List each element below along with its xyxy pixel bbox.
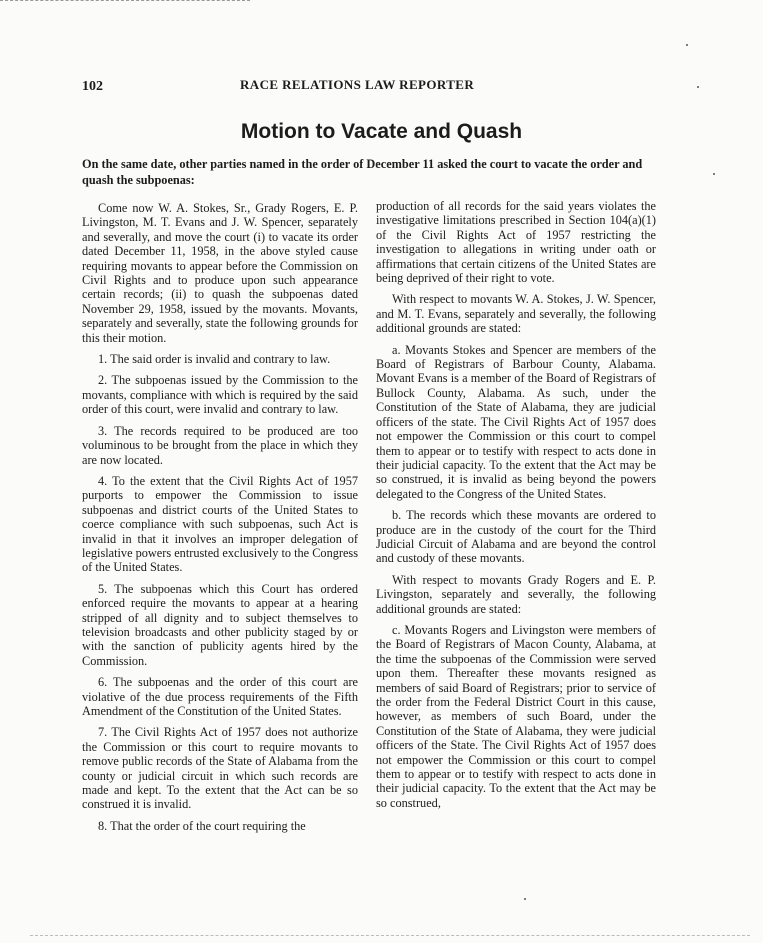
- document-title: Motion to Vacate and Quash: [240, 120, 523, 143]
- left-column: [82, 201, 358, 833]
- scan-speck: [524, 898, 526, 900]
- paragraph: c. Movants Rogers and Livingston were members of the Board of Registrars of Macon County, Alabama, at the time the subpoenas of the Commission were served upon them. Thereafter these movants resigned as members of said Board of Registrars; prior to service of the order from the Federal District Court in this cause, however, as members of such Board, under the Constitution of the State of Alabama, they were judicial officers of the State. The Civil Rights Act of 1957 does not empower the Commission or this court to compel them to appear or to testify with respect to acts done in their judicial capacity. To the extent that the Act may be so construed,: [376, 622, 656, 810]
- paragraph: With respect to movants W. A. Stokes, J. W. Spencer, and M. T. Evans, separately and severally, the following additional grounds are stated:: [376, 292, 656, 336]
- scan-edge-top: [0, 0, 250, 3]
- running-title: RACE RELATIONS LAW REPORTER: [240, 77, 475, 92]
- paragraph: 3. The records required to be produced are too voluminous to be brought from the place in which they are now located.: [82, 423, 358, 467]
- paragraph: 1. The said order is invalid and contrary to law.: [98, 352, 331, 367]
- paragraph: With respect to movants Grady Rogers and E. P. Livingston, separately and severally, the following additional grounds are stated:: [376, 572, 656, 616]
- paragraph: production of all records for the said years violates the investigative limitations prescribed in Section 104(a)(1) of the Civil Rights Act of 1957 restricting the investigation to allegations in writing under oath or affirmations that certain citizens of the United States are being deprived of their right to vote.: [376, 199, 656, 286]
- scan-speck: [686, 44, 688, 46]
- right-column: [376, 199, 656, 810]
- paragraph: 2. The subpoenas issued by the Commission to the movants, compliance with which is required by the said order of this court, were invalid and contrary to law.: [82, 373, 358, 417]
- page-number: 102: [82, 79, 103, 94]
- scan-edge-bottom: [30, 935, 750, 936]
- intro-paragraph: On the same date, other parties named in the order of December 11 asked the court to vacate the order and quash the subpoenas:: [82, 157, 643, 187]
- paragraph: 6. The subpoenas and the order of this court are violative of the due process requirements of the Fifth Amendment of the Constitution of the United States.: [82, 675, 358, 718]
- paragraph: 7. The Civil Rights Act of 1957 does not authorize the Commission or this court to require movants to remove public records of the State of Alabama from the county or judicial circuit in which such records are made and kept. To the extent that the Act can be so construed it is invalid.: [82, 725, 358, 812]
- paragraph: Come now W. A. Stokes, Sr., Grady Rogers, E. P. Livingston, M. T. Evans and J. W. Spencer, separately and severally, and move the court (i) to vacate its order dated December 11, 1958, in the above styled cause requiring movants to appear before the Commission on Civil Rights and to produce upon such appearance certain records; (ii) to quash the subpoenas dated November 29, 1958, issued by the movants. Movants, separately and severally, state the following grounds for this their motion.: [82, 201, 358, 345]
- paragraph: a. Movants Stokes and Spencer are members of the Board of Registrars of Barbour County, Alabama. Movant Evans is a member of the Board of Registrars of Bullock County, Alabama. As such, under the Constitution of the State of Alabama, they are judicial officers of the state. The Civil Rights Act of 1957 does not empower the Commission or this court to compel them to appear or to testify with respect to acts done in their judicial capacity. To the extent that the Act may be so construed, it is invalid as being beyond the powers delegated to the Congress of the United States.: [376, 342, 656, 501]
- scan-speck: [713, 173, 715, 175]
- paragraph: 5. The subpoenas which this Court has ordered enforced require the movants to appear at a hearing stripped of all dignity and to subject themselves to television broadcasts and other publicity staged by or with the sanction of publicity agents hired by the Commission.: [82, 581, 358, 668]
- scan-speck: [697, 86, 699, 88]
- paragraph: 4. To the extent that the Civil Rights Act of 1957 purports to empower the Commission to issue subpoenas and district courts of the United States to coerce compliance with such subpoenas, such Act is invalid in that it involves an improper delegation of legislative powers entrusted exclusively to the Congress of the United States.: [82, 473, 358, 575]
- paragraph: 8. That the order of the court requiring the: [98, 818, 306, 833]
- paragraph: b. The records which these movants are ordered to produce are in the custody of the court for the Third Judicial Circuit of Alabama and are beyond the control and custody of these movants.: [376, 508, 656, 566]
